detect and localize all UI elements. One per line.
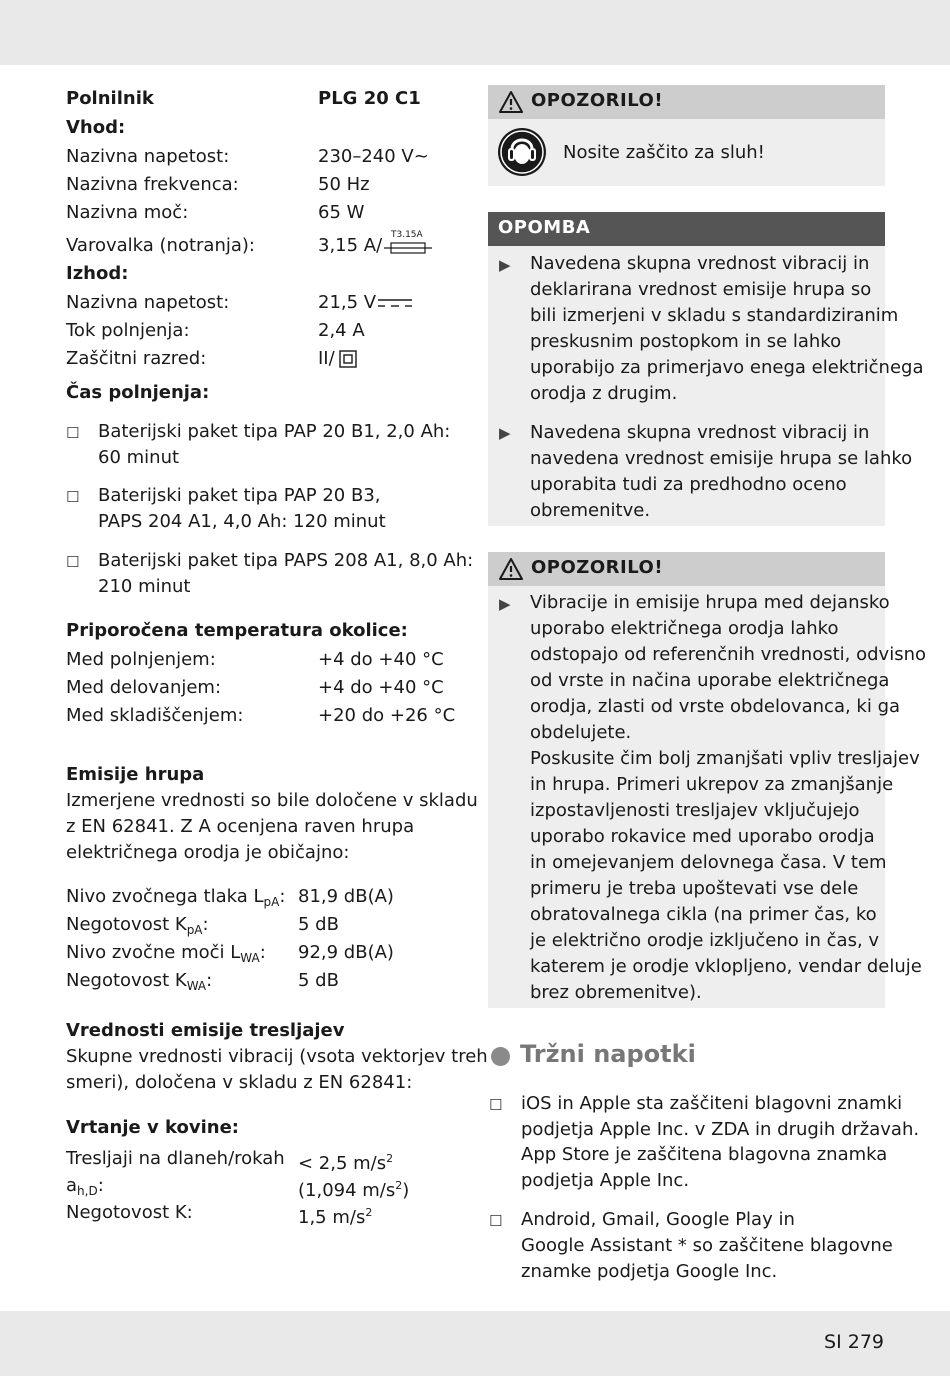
note-line: uporabijo za primerjavo enega električnega (530, 357, 924, 378)
spec-label: Polnilnik (66, 88, 154, 109)
temp-label: Med polnjenjem: (66, 649, 216, 670)
list-item: 210 minut (98, 576, 191, 597)
fuse-icon (383, 230, 433, 258)
spec-label: Nazivna napetost: (66, 146, 230, 167)
drill-label: Tresljaji na dlaneh/rokah (66, 1148, 285, 1169)
spec-subheading: Vhod: (66, 117, 126, 138)
warning-line: uporabo rokavice med uporabo orodja (530, 826, 875, 847)
spec-value: PLG 20 C1 (318, 88, 421, 109)
warning-line: Poskusite čim bolj zmanjšati vpliv tresljajev (530, 748, 920, 769)
note-line: obremenitve. (530, 500, 651, 521)
spec-label: Varovalka (notranja): (66, 235, 255, 256)
note-line: bili izmerjeni v skladu s standardiziranim (530, 305, 899, 326)
list-item: Baterijski paket tipa PAP 20 B3, (98, 485, 381, 506)
warning-line: brez obremenitve). (530, 982, 702, 1003)
spec-value: 65 W (318, 202, 365, 223)
temp-value: +4 do +40 °C (318, 677, 444, 698)
warning-line: uporabo električnega orodja lahko (530, 618, 839, 639)
triangle-bullet-icon: ▶ (499, 595, 511, 613)
note-header (488, 212, 885, 246)
list-item: Baterijski paket tipa PAPS 208 A1, 8,0 Ah: (98, 550, 474, 571)
page-number: SI 279 (824, 1331, 884, 1353)
paragraph-line: z EN 62841. Z A ocenjena raven hrupa (66, 816, 415, 837)
warning-title: OPOZORILO! (531, 90, 664, 111)
checkbox-bullet-icon: ☐ (489, 1096, 503, 1114)
note-line: navedena vrednost emisije hrupa se lahko (530, 448, 913, 469)
warning-line: obdelujete. (530, 722, 632, 743)
noise-value: 92,9 dB(A) (298, 942, 394, 963)
warning-line: je električno orodje izključeno in čas, v (530, 930, 880, 951)
spec-label: Nazivna frekvenca: (66, 174, 239, 195)
paragraph-line: Izmerjene vrednosti so bile določene v skladu (66, 790, 478, 811)
note-title: OPOMBA (498, 217, 591, 238)
drill-value: 1,5 $m/s^2$ (298, 1206, 373, 1228)
hearing-protection-icon (497, 127, 547, 177)
noise-value: 5 dB (298, 970, 339, 991)
noise-value: 81,9 dB(A) (298, 886, 394, 907)
drill-label: Negotovost K: (66, 1202, 193, 1223)
spec-value: 50 Hz (318, 174, 370, 195)
noise-label: Negotovost $K_{WA}$: (66, 970, 213, 993)
note-line: preskusnim postopkom in se lahko (530, 331, 842, 352)
noise-label: Negotovost $K_{pA}$: (66, 914, 209, 937)
checkbox-bullet-icon: ☐ (66, 488, 80, 506)
temp-value: +20 do +26 °C (318, 705, 456, 726)
list-item: 60 minut (98, 447, 180, 468)
drill-value: < 2,5 $m/s^2$ (298, 1152, 394, 1174)
list-line: Android, Gmail, Google Play in (521, 1209, 795, 1230)
section-title: Tržni napotki (520, 1040, 696, 1068)
warning-line: in hrupa. Primeri ukrepov za zmanjšanje (530, 774, 894, 795)
temp-label: Med delovanjem: (66, 677, 222, 698)
spec-value: 21,5 V (318, 292, 377, 313)
warning-body (488, 119, 885, 186)
warning-line: in omejevanjem delovnega časa. V tem (530, 852, 887, 873)
list-line: Google Assistant * so zaščitene blagovne (521, 1235, 893, 1256)
checkbox-bullet-icon: ☐ (489, 1212, 503, 1230)
list-line: iOS in Apple sta zaščiteni blagovni znamki (521, 1093, 903, 1114)
spec-label: Zaščitni razred: (66, 348, 207, 369)
noise-value: 5 dB (298, 914, 339, 935)
section-heading: Vrednosti emisije tresljajev (66, 1020, 345, 1041)
noise-label: Nivo zvočne moči $L_{WA}$: (66, 942, 266, 965)
header-band (0, 0, 950, 65)
list-line: App Store je zaščitena blagovna znamka (521, 1144, 888, 1165)
warning-line: Vibracije in emisije hrupa med dejansko (530, 592, 890, 613)
warning-line: odstopajo od referenčnih vrednosti, odvisno (530, 644, 926, 665)
list-line: znamke podjetja Google Inc. (521, 1261, 778, 1282)
warning-line: orodja, zlasti od vrste obdelovanca, ki ga (530, 696, 901, 717)
warning-line: izpostavljenosti tresljajev vključujejo (530, 800, 860, 821)
spec-value: II/ (318, 348, 335, 369)
note-line: Navedena skupna vrednost vibracij in (530, 253, 870, 274)
list-item: PAPS 204 A1, 4,0 Ah: 120 minut (98, 511, 386, 532)
warning-text: Nosite zaščito za sluh! (563, 142, 765, 163)
section-heading: Emisije hrupa (66, 764, 205, 785)
warning-header (488, 85, 885, 119)
temp-label: Med skladiščenjem: (66, 705, 244, 726)
note-line: deklarirana vrednost emisije hrupa so (530, 279, 872, 300)
paragraph-line: Skupne vrednosti vibracij (vsota vektorjev treh (66, 1046, 488, 1067)
spec-value: 230–240 V~ (318, 146, 429, 167)
drill-label: $a_{h,D}$: (66, 1175, 104, 1198)
warning-triangle-icon (499, 557, 523, 581)
section-heading: Vrtanje v kovine: (66, 1117, 239, 1138)
fuse-label: T3.15A (391, 230, 423, 240)
warning-header (488, 552, 885, 586)
note-line: uporabita tudi za predhodno oceno (530, 474, 847, 495)
section-bullet-icon (491, 1047, 510, 1066)
noise-label: Nivo zvočnega tlaka $L_{pA}$: (66, 886, 286, 909)
list-item: Baterijski paket tipa PAP 20 B1, 2,0 Ah: (98, 421, 451, 442)
temp-value: +4 do +40 °C (318, 649, 444, 670)
warning-line: primeru je treba upoštevati vse dele (530, 878, 859, 899)
spec-value: 2,4 A (318, 320, 365, 341)
spec-label: Nazivna moč: (66, 202, 189, 223)
warning-title: OPOZORILO! (531, 557, 664, 578)
footer-band (0, 1311, 950, 1376)
warning-triangle-icon (499, 90, 523, 114)
drill-value: (1,094 $m/s^2$) (298, 1179, 410, 1201)
paragraph-line: smeri), določena v skladu z EN 62841: (66, 1072, 413, 1093)
section-heading: Priporočena temperatura okolice: (66, 620, 408, 641)
spec-subheading: Izhod: (66, 263, 129, 284)
note-line: Navedena skupna vrednost vibracij in (530, 422, 870, 443)
list-line: podjetja Apple Inc. v ZDA in drugih državah. (521, 1119, 920, 1140)
triangle-bullet-icon: ▶ (499, 256, 511, 274)
note-body (488, 246, 924, 526)
warning-line: katerem je orodje vklopljeno, vendar deluje (530, 956, 922, 977)
triangle-bullet-icon: ▶ (499, 424, 511, 442)
note-line: orodja z drugim. (530, 383, 678, 404)
warning-line: od vrste in načina uporabe električnega (530, 670, 890, 691)
spec-label: Tok polnjenja: (66, 320, 190, 341)
dc-symbol-icon (377, 296, 413, 310)
warning-line: obratovalnega cikla (na primer čas, ko (530, 904, 877, 925)
paragraph-line: električnega orodja je običajno: (66, 842, 350, 863)
spec-label: Nazivna napetost: (66, 292, 230, 313)
checkbox-bullet-icon: ☐ (66, 553, 80, 571)
spec-value: 3,15 A/ (318, 235, 383, 256)
list-line: podjetja Apple Inc. (521, 1170, 690, 1191)
checkbox-bullet-icon: ☐ (66, 424, 80, 442)
warning-body (488, 586, 926, 1008)
section-heading: Čas polnjenja: (66, 382, 210, 403)
double-insulation-icon (339, 350, 357, 368)
